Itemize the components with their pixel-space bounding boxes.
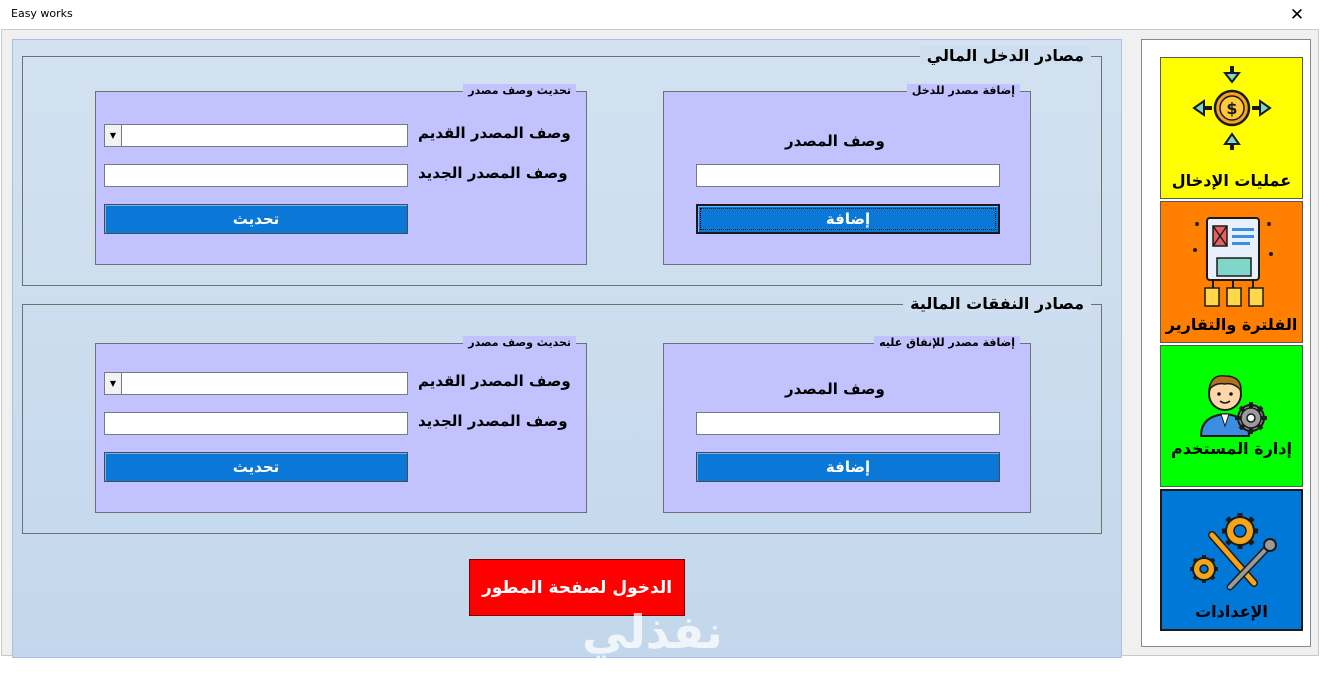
close-icon: ✕ [1289, 4, 1305, 25]
update-income-source-title: تحديث وصف مصدر [463, 84, 576, 97]
user-gear-icon [1161, 366, 1302, 446]
nav-user-management-label: إدارة المستخدم [1171, 439, 1292, 458]
report-dashboard-icon [1161, 210, 1302, 310]
income-old-source-select[interactable] [104, 124, 408, 147]
nav-data-entry-label: عمليات الإدخال [1171, 171, 1292, 190]
client-area [1, 29, 1319, 685]
nav-settings[interactable] [1160, 489, 1303, 631]
add-expense-button[interactable]: إضافة [696, 452, 1000, 482]
nav-filter-reports-label: الفلترة والتقارير [1165, 315, 1298, 334]
add-expense-source-box [663, 336, 1031, 513]
income-sources-group [22, 46, 1102, 286]
nav-data-entry[interactable] [1160, 57, 1303, 199]
chevron-down-icon[interactable]: ▼ [105, 125, 122, 146]
add-income-source-box [663, 84, 1031, 265]
income-new-desc-field[interactable] [104, 164, 408, 187]
expense-new-desc-label: وصف المصدر الجديد [418, 412, 568, 430]
expense-sources-group [22, 294, 1102, 534]
update-income-button[interactable]: تحديث [104, 204, 408, 234]
update-expense-button[interactable]: تحديث [104, 452, 408, 482]
add-income-source-title: إضافة مصدر للدخل [907, 84, 1020, 97]
nav-settings-label: الإعدادات [1195, 602, 1268, 621]
chevron-down-icon[interactable]: ▼ [105, 373, 122, 394]
close-button[interactable] [1274, 0, 1320, 29]
update-income-source-box [95, 84, 587, 265]
expense-sources-title: مصادر النفقات المالية [903, 294, 1091, 313]
add-expense-source-title: إضافة مصدر للإنفاق عليه [874, 336, 1020, 349]
developer-page-button[interactable]: الدخول لصفحة المطور [469, 559, 685, 616]
side-navigation [1141, 39, 1311, 647]
income-sources-title: مصادر الدخل المالي [920, 46, 1091, 65]
title-bar[interactable] [0, 0, 1320, 29]
settings-tools-icon [1162, 505, 1301, 595]
income-desc-field[interactable] [696, 164, 1000, 187]
watermark-brand: نفذلي [582, 605, 723, 659]
income-old-desc-label: وصف المصدر القديم [418, 124, 571, 142]
nav-filter-reports[interactable] [1160, 201, 1303, 343]
income-desc-label: وصف المصدر [785, 132, 885, 150]
expense-desc-label: وصف المصدر [785, 380, 885, 398]
watermark-domain: nafezly.com [590, 661, 724, 685]
update-expense-source-title: تحديث وصف مصدر [463, 336, 576, 349]
update-expense-source-box [95, 336, 587, 513]
income-new-desc-label: وصف المصدر الجديد [418, 164, 568, 182]
money-arrows-icon [1161, 58, 1302, 158]
add-income-button[interactable]: إضافة [696, 204, 1000, 234]
expense-new-desc-field[interactable] [104, 412, 408, 435]
svg-text:$: $ [1225, 99, 1238, 118]
expense-desc-field[interactable] [696, 412, 1000, 435]
expense-old-source-select[interactable] [104, 372, 408, 395]
window-title: Easy works [11, 7, 73, 20]
expense-old-desc-label: وصف المصدر القديم [418, 372, 571, 390]
nav-user-management[interactable] [1160, 345, 1303, 487]
